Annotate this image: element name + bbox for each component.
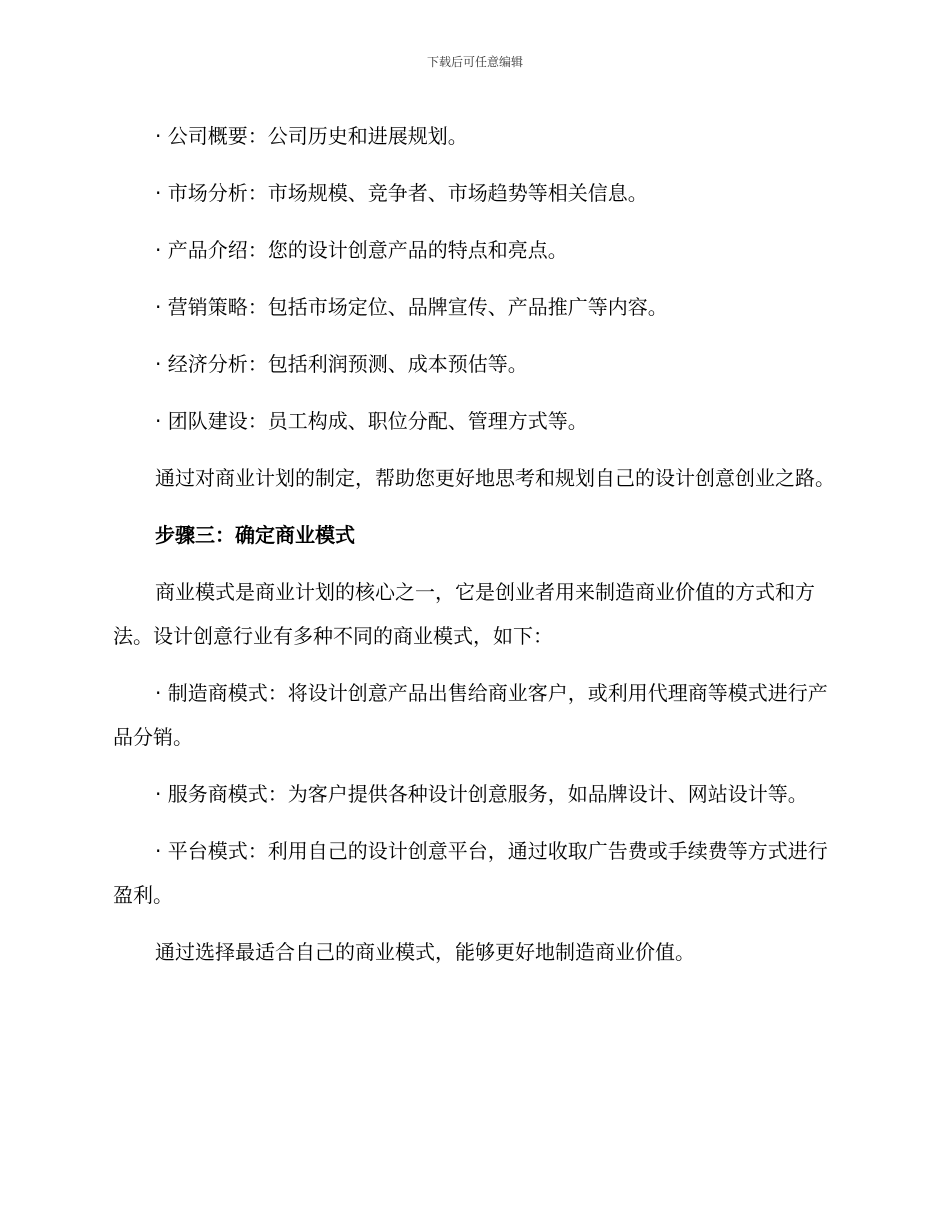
bullet-marketing-strategy: · 营销策略：包括市场定位、品牌宣传、产品推广等内容。 bbox=[155, 295, 668, 319]
bullet-platform-model: · 平台模式：利用自己的设计创意平台，通过收取广告费或手续费等方式进行盈利。 bbox=[113, 839, 828, 907]
bullet-product-intro: · 产品介绍：您的设计创意产品的特点和亮点。 bbox=[155, 238, 568, 262]
document-body bbox=[113, 114, 835, 987]
conclusion-paragraph: 通过选择最适合自己的商业模式，能够更好地制造商业价值。 bbox=[155, 940, 695, 964]
section-heading-step-three: 步骤三：确定商业模式 bbox=[155, 523, 355, 547]
bullet-market-analysis: · 市场分析：市场规模、竞争者、市场趋势等相关信息。 bbox=[155, 181, 648, 205]
summary-paragraph: 通过对商业计划的制定，帮助您更好地思考和规划自己的设计创意创业之路。 bbox=[155, 466, 835, 490]
bullet-company-overview: · 公司概要：公司历史和进展规划。 bbox=[155, 124, 468, 148]
business-model-intro: 商业模式是商业计划的核心之一，它是创业者用来制造商业价值的方式和方法。设计创意行业有多种不同的商业模式，如下： bbox=[113, 580, 815, 648]
bullet-manufacturer-model: · 制造商模式：将设计创意产品出售给商业客户，或利用代理商等模式进行产品分销。 bbox=[113, 681, 828, 749]
bullet-economic-analysis: · 经济分析：包括利润预测、成本预估等。 bbox=[155, 352, 528, 376]
bullet-service-model: · 服务商模式：为客户提供各种设计创意服务，如品牌设计、网站设计等。 bbox=[155, 782, 808, 806]
page-header: 下载后可任意编辑 bbox=[426, 55, 523, 69]
bullet-team-building: · 团队建设：员工构成、职位分配、管理方式等。 bbox=[155, 409, 588, 433]
